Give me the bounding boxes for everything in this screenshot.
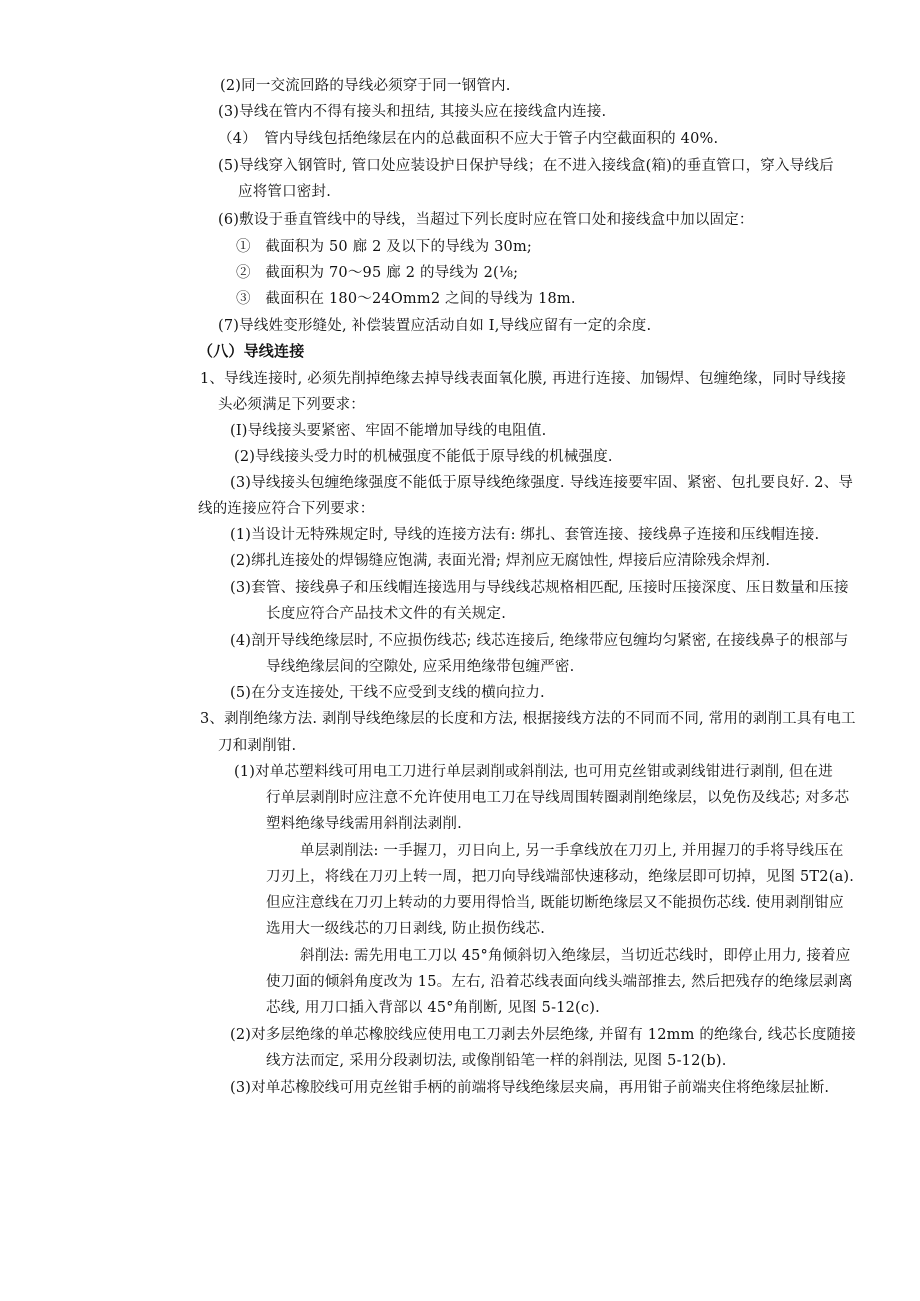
list-item: ③ 截面积在 180～24Omm2 之间的导线为 18m. (236, 291, 576, 307)
text-line: （4） 管内导线包括绝缘层在内的总截面积不应大于管子内空截面积的 40%. (218, 131, 719, 147)
text-line: (3)导线接头包缠绝缘强度不能低于原导线绝缘强度. 导线连接要牢固、紧密、包扎要良好. 2、导 (230, 475, 854, 491)
text-line: (2)导线接头受力时的机械强度不能低于原导线的机械强度. (234, 449, 613, 465)
text-line: (3)对单芯橡胶线可用克丝钳手柄的前端将导线绝缘层夹扁，再用钳子前端夹住将绝缘层扯断. (230, 1080, 830, 1096)
text-line: (5)导线穿入钢管时, 管口处应装设护日保护导线；在不进入接线盒(箱)的垂直管口，穿入导线后 (218, 158, 834, 174)
text-line: (3)套管、接线鼻子和压线帽连接选用与导线线芯规格相匹配, 压接时压接深度、压日数量和压接 (230, 580, 849, 596)
list-item: ② 截面积为 70～95 廊 2 的导线为 2(⅛; (236, 265, 519, 281)
text-line: (2)对多层绝缘的单芯橡胶线应使用电工刀剥去外层绝缘, 并留有 12mm 的绝缘台, 线芯长度随接 (230, 1027, 856, 1043)
text-line: 3、剥削绝缘方法. 剥削导线绝缘层的长度和方法, 根据接线方法的不同而不同, 常用的剥削工具有电工 (200, 711, 856, 727)
text-line: (3)导线在管内不得有接头和扭结, 其接头应在接线盒内连接. (218, 104, 607, 120)
text-line: 行单层剥削时应注意不允许使用电工刀在导线周围转圈剥削绝缘层，以免伤及线芯; 对多芯 (266, 790, 850, 806)
text-line: 刀和剥削钳. (218, 738, 297, 754)
text-line: 芯线, 用刀口插入背部以 45°角削断, 见图 5-12(c). (266, 1000, 600, 1016)
text-line: 应将管口密封. (238, 184, 332, 200)
text-line: 1、导线连接时, 必须先削掉绝缘去掉导线表面氧化膜, 再进行连接、加锡焊、包缠绝缘，同时导线接 (200, 371, 847, 387)
text-line: 线方法而定, 采用分段剥切法, 或像削铅笔一样的斜削法, 见图 5-12(b). (266, 1053, 727, 1069)
text-line: 导线绝缘层间的空隙处, 应采用绝缘带包缠严密. (266, 659, 575, 675)
text-line: (1)对单芯塑料线可用电工刀进行单层剥削或斜削法, 也可用克丝钳或剥线钳进行剥削, 但在进 (234, 764, 833, 780)
text-line: 选用大一级线芯的刀日剥线, 防止损伤线芯. (266, 921, 546, 937)
text-line: 斜削法: 需先用电工刀以 45°角倾斜切入绝缘层，当切近芯线时，即停止用力, 接着应 (300, 948, 851, 964)
text-line: (I)导线接头要紧密、牢固不能增加导线的电阻值. (230, 423, 547, 439)
section-heading: （八）导线连接 (198, 342, 305, 360)
text-line: 塑料绝缘导线需用斜削法剥削. (266, 816, 462, 832)
text-line: 使刀面的倾斜角度改为 15。左右, 沿着芯线表面向线头端部推去, 然后把残存的绝缘层剥离 (266, 974, 853, 990)
text-line: (2)绑扎连接处的焊锡缝应饱满, 表面光滑; 焊剂应无腐蚀性, 焊接后应清除残余焊剂. (230, 553, 771, 569)
text-line: (2)同一交流回路的导线必须穿于同一钢管内. (220, 78, 511, 94)
text-line: (4)剖开导线绝缘层时, 不应损伤线芯; 线芯连接后, 绝缘带应包缠均匀紧密, 在接线鼻子的根部与 (230, 633, 849, 649)
text-line: 线的连接应符合下列要求： (198, 501, 375, 517)
text-line: 单层剥削法: 一手握刀，刃日向上, 另一手拿线放在刀刃上, 并用握刀的手将导线压在 (300, 843, 844, 859)
text-line: 刀刃上，将线在刀刃上转一周，把刀向导线端部快速移动，绝缘层即可切掉，见图 5T2(a). (266, 869, 855, 885)
text-line: 但应注意线在刀刃上转动的力要用得恰当, 既能切断绝缘层又不能损伤芯线. 使用剥削钳应 (266, 895, 844, 911)
text-line: (6)敷设于垂直管线中的导线，当超过下列长度时应在管口处和接线盒中加以固定： (218, 212, 754, 228)
text-line: (5)在分支连接处, 干线不应受到支线的横向拉力. (230, 685, 545, 701)
text-line: (1)当设计无特殊规定时, 导线的连接方法有: 绑扎、套管连接、接线鼻子连接和压线帽连接. (230, 527, 820, 543)
text-line: (7)导线姓变形缝处, 补偿装置应活动自如 I,导线应留有一定的余度. (218, 318, 652, 334)
list-item: ① 截面积为 50 廊 2 及以下的导线为 30m; (236, 239, 533, 255)
text-line: 长度应符合产品技术文件的有关规定. (266, 606, 507, 622)
text-line: 头必须满足下列要求： (218, 397, 365, 413)
